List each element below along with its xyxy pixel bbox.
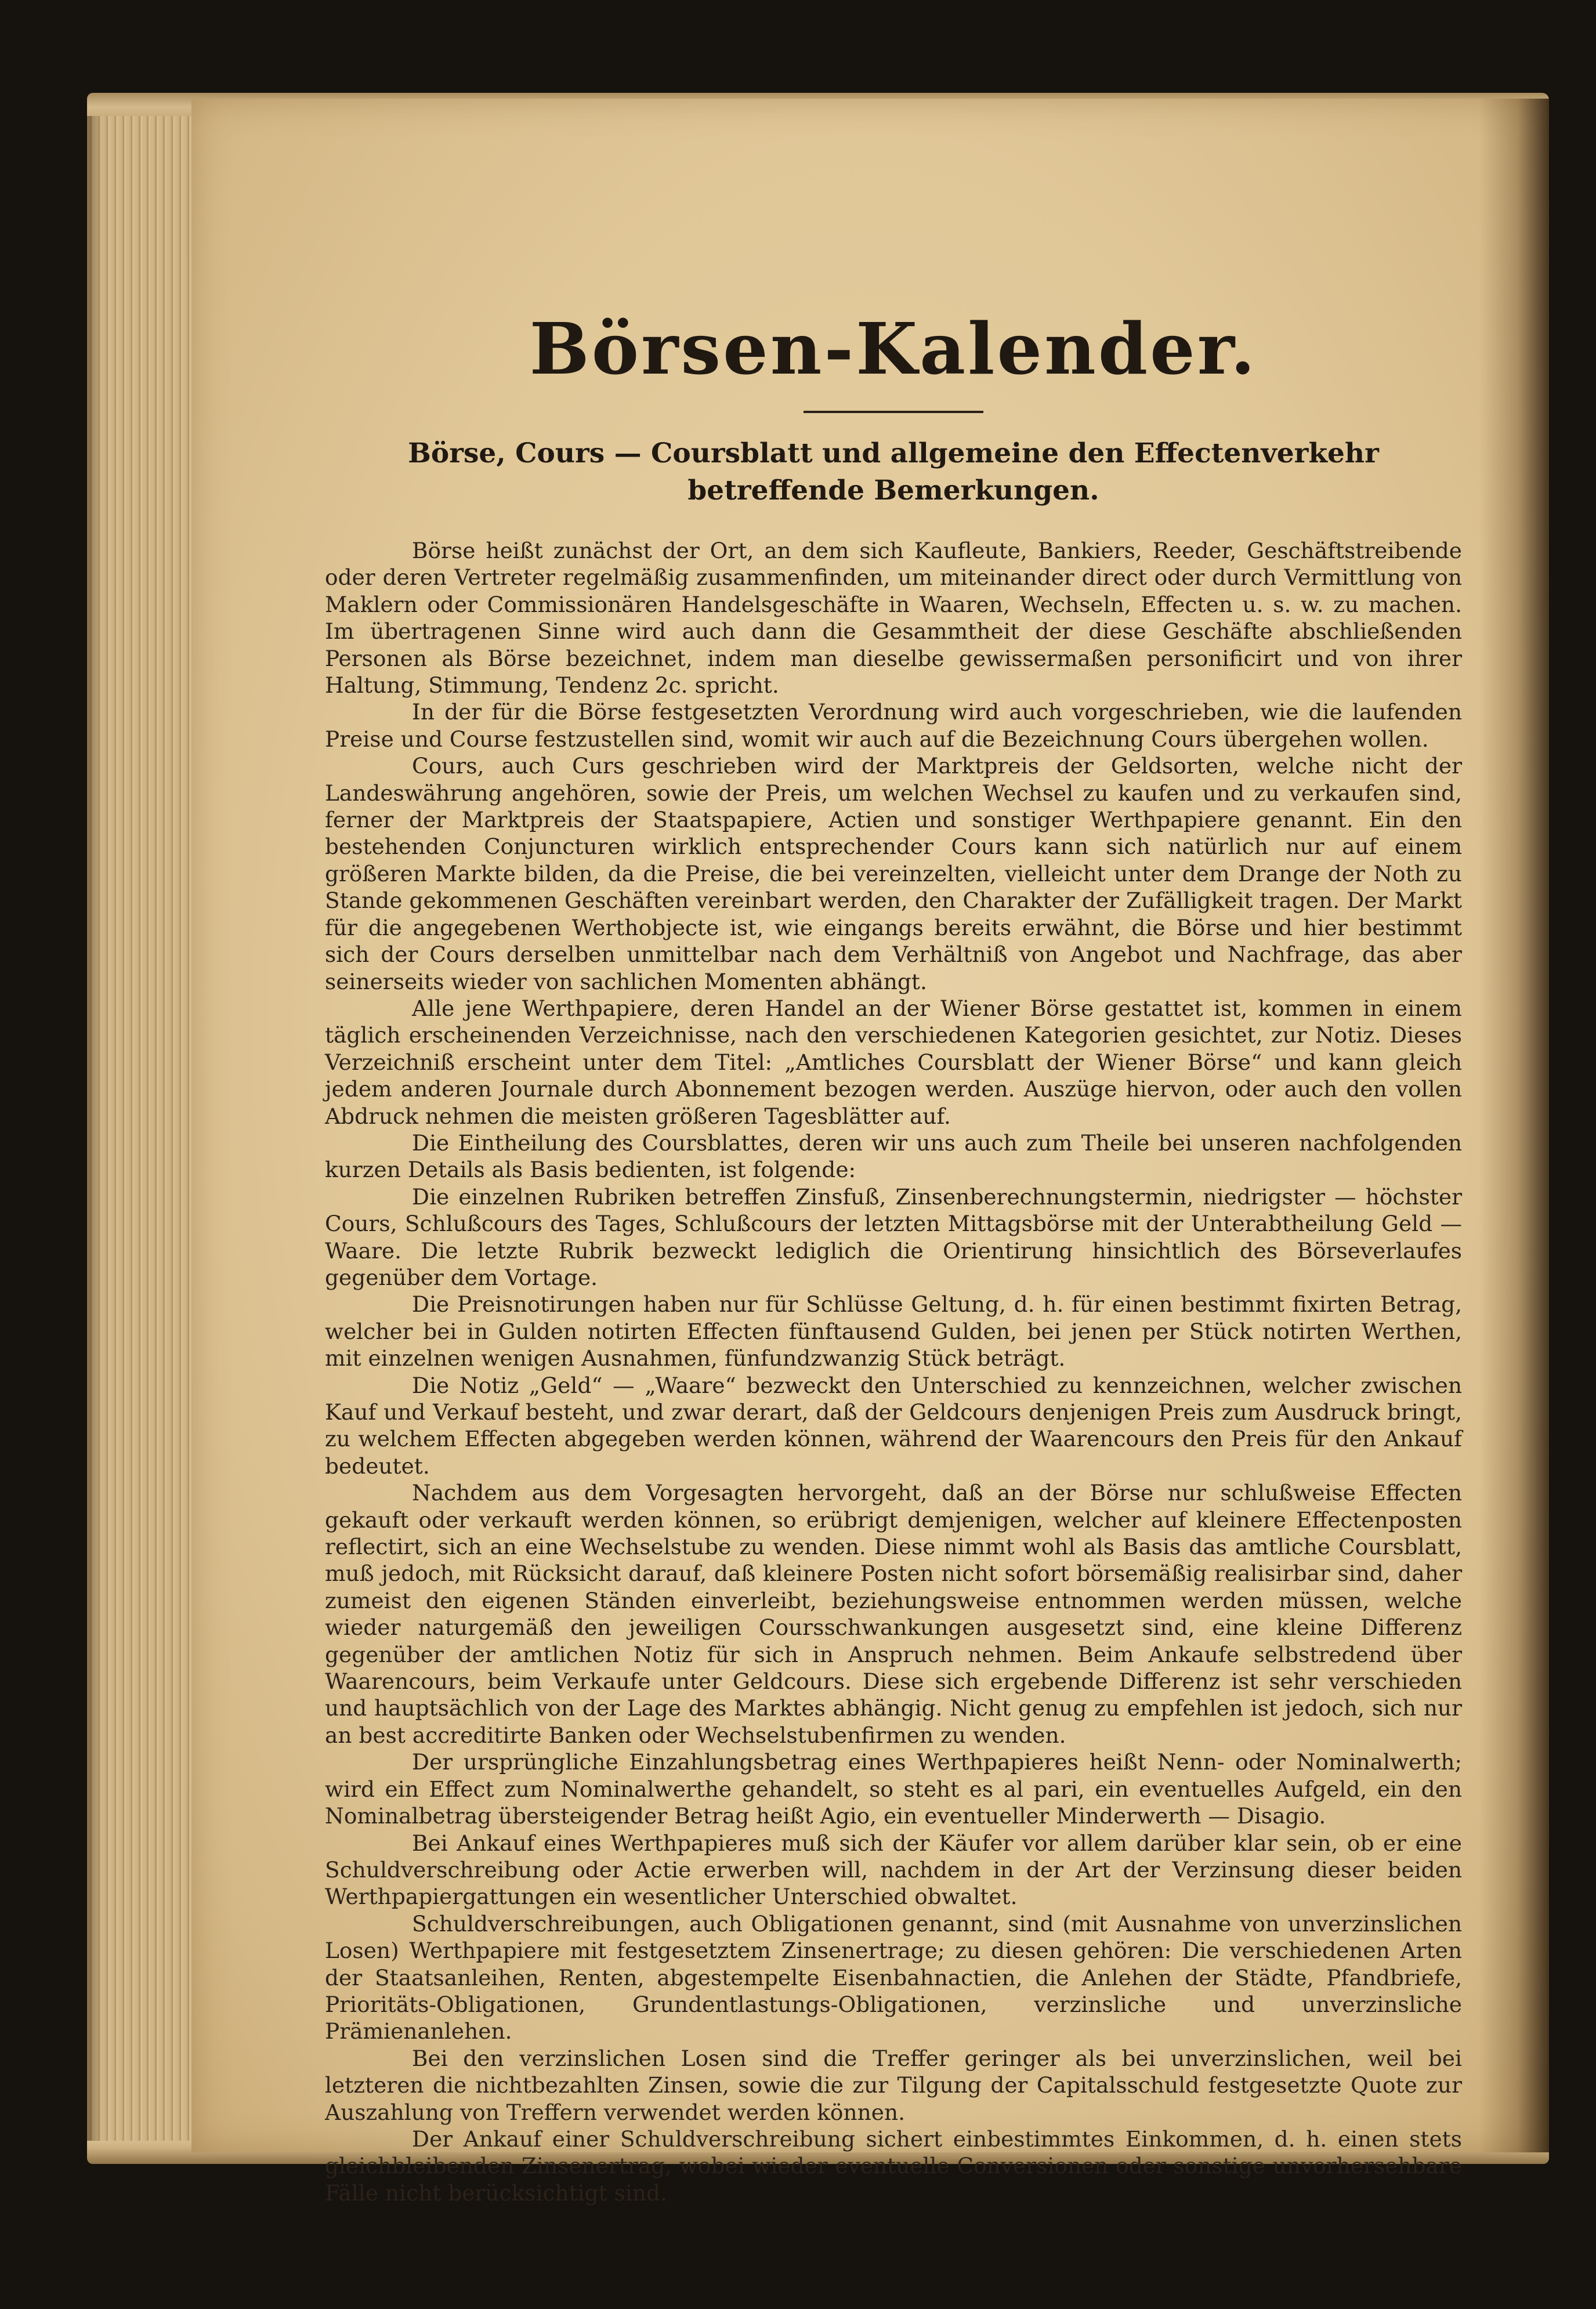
paragraph: Bei Ankauf eines Werthpapieres muß sich der Käufer vor allem darüber klar sein, ob er eine Schuldverschreibung oder Actie erwerben will, nachdem in der Art der Verzinsung dieser beiden Werthpapiergattungen ein wesentlicher Unterschied obwaltet. <box>325 1830 1462 1910</box>
paragraph: Bei den verzinslichen Losen sind die Treffer geringer als bei unverzinslichen, weil bei letzteren die nichtbezahlten Zinsen, sowie die zur Tilgung der Capitalsschuld festgesetzte Quote zur Auszahlung von Treffern verwendet werden können. <box>325 2045 1462 2125</box>
paragraph: Cours, auch Curs geschrieben wird der Marktpreis der Geldsorten, welche nicht der Landeswährung angehören, sowie der Preis, um welchen Wechsel zu kaufen und zu verkaufen sind, ferner der Marktpreis der Staatspapiere, Actien und sonstiger Werthpapiere genannt. Ein den bestehenden Conjuncturen wirklich entsprechender Cours kann sich natürlich nur auf einem größeren Markte bilden, da die Preise, die bei vereinzelten, vielleicht unter dem Drange der Noth zu Stande gekommenen Geschäften vereinbart werden, den Charakter der Zufälligkeit tragen. Der Markt für die angegebenen Werthobjecte ist, wie eingangs bereits erwähnt, die Börse und hier bestimmt sich der Cours derselben unmittelbar nach dem Verhältniß von Angebot und Nachfrage, das aber seinerseits wieder von sachlichen Momenten abhängt. <box>325 753 1462 994</box>
paragraph: Alle jene Werthpapiere, deren Handel an der Wiener Börse gestattet ist, kommen in einem täglich erscheinenden Verzeichnisse, nach den verschiedenen Kategorien gesichtet, zur Notiz. Dieses Verzeichniß erscheint unter dem Titel: „Amtliches Coursblatt der Wiener Börse“ und kann gleich jedem anderen Journale durch Abonnement bezogen werden. Auszüge hiervon, oder auch den vollen Abdruck nehmen die meisten größeren Tagesblätter auf. <box>325 995 1462 1129</box>
section-heading: Börse, Cours — Coursblatt und allgemeine den Effectenverkehr betreffende Bemerkungen. <box>408 437 1379 506</box>
paragraph: Börse heißt zunächst der Ort, an dem sich Kaufleute, Bankiers, Reeder, Geschäftstreibende oder deren Vertreter regelmäßig zusammenfinden, um miteinander direct oder durch Vermittlung von Maklern oder Commissionären Handelsgeschäfte in Waaren, Wechseln, Effecten u. s. w. zu machen. Im übertragenen Sinne wird auch dann die Gesammtheit der diese Geschäfte abschließenden Personen als Börse bezeichnet, indem man dieselbe gewissermaßen personificirt und von ihrer Haltung, Stimmung, Tendenz 2c. spricht. <box>325 538 1462 699</box>
paragraph: Der ursprüngliche Einzahlungsbetrag eines Werthpapieres heißt Nenn- oder Nominalwerth; wird ein Effect zum Nominalwerthe gehandelt, so steht es al pari, ein eventuelles Aufgeld, ein den Nominalbetrag übersteigender Betrag heißt Agio, ein eventueller Minderwerth — Disagio. <box>325 1749 1462 1829</box>
body-text <box>325 537 1462 2206</box>
paragraph: Die einzelnen Rubriken betreffen Zinsfuß, Zinsenberechnungstermin, niedrigster — höchster Cours, Schlußcours des Tages, Schlußcours der letzten Mittagsbörse mit der Unterabtheilung Geld — Waare. Die letzte Rubrik bezweckt lediglich die Orientirung hinsichtlich des Börseverlaufes gegenüber dem Vortage. <box>325 1184 1462 1290</box>
page-title: Börsen-Kalender. <box>529 307 1258 390</box>
paragraph: Schuldverschreibungen, auch Obligationen genannt, sind (mit Ausnahme von unverzinslichen Losen) Werthpapiere mit festgesetztem Zinsenertrage; zu diesen gehören: Die verschiedenen Arten der Staatsanleihen, Renten, abgestempelte Eisenbahnactien, die Anlehen der Städte, Pfandbriefe, Prioritäts-Obligationen, Grundentlastungs-Obligationen, verzinsliche und unverzinsliche Prämienanlehen. <box>325 1910 1462 2044</box>
paragraph: Nachdem aus dem Vorgesagten hervorgeht, daß an der Börse nur schlußweise Effecten gekauft oder verkauft werden können, so erübrigt demjenigen, welcher auf kleinere Effectenposten reflectirt, sich an eine Wechselstube zu wenden. Diese nimmt wohl als Basis das amtliche Coursblatt, muß jedoch, mit Rücksicht darauf, daß kleinere Posten nicht sofort börsemäßig realisirbar sind, daher zumeist den eigenen Ständen einverleibt, beziehungsweise entnommen werden müssen, welche wieder naturgemäß den jeweiligen Coursschwankungen ausgesetzt sind, eine kleine Differenz gegenüber der amtlichen Notiz für sich in Anspruch nehmen. Beim Ankaufe selbstredend über Waarencours, beim Verkaufe unter Geldcours. Diese sich ergebende Differenz ist sehr verschieden und hauptsächlich von der Lage des Marktes abhängig. Nicht genug zu empfehlen ist jedoch, sich nur an best accreditirte Banken oder Wechselstubenfirmen zu wenden. <box>325 1480 1462 1748</box>
title-divider <box>804 411 983 413</box>
paragraph: Die Eintheilung des Coursblattes, deren wir uns auch zum Theile bei unseren nachfolgenden kurzen Details als Basis bedienten, ist folgende: <box>325 1130 1462 1183</box>
paragraph: In der für die Börse festgesetzten Verordnung wird auch vorgeschrieben, wie die laufenden Preise und Course festzustellen sind, womit wir auch auf die Bezeichnung Cours übergehen wollen. <box>325 699 1462 752</box>
page-content <box>325 209 1462 2206</box>
page-gutter-shadow <box>1479 99 1549 2152</box>
paragraph: Die Notiz „Geld“ — „Waare“ bezweckt den Unterschied zu kennzeichnen, welcher zwischen Kauf und Verkauf besteht, und zwar derart, daß der Geldcours denjenigen Preis zum Ausdruck bringt, zu welchem Effecten abgegeben werden können, während der Waarencours den Preis für den Ankauf bedeutet. <box>325 1372 1462 1479</box>
paragraph: Der Ankauf einer Schuldverschreibung sichert einbestimmtes Einkommen, d. h. einen stets gleichbleibenden Zinsenertrag, wobei wieder eventuelle Conversionen oder sonstige unvorhersehbare Fälle nicht berücksichtigt sind. <box>325 2126 1462 2206</box>
paragraph: Die Preisnotirungen haben nur für Schlüsse Geltung, d. h. für einen bestimmt fixirten Betrag, welcher bei in Gulden notirten Effecten fünftausend Gulden, bei jenen per Stück notirten Werthen, mit einzelnen wenigen Ausnahmen, fünfundzwanzig Stück beträgt. <box>325 1291 1462 1371</box>
book-page <box>191 99 1549 2206</box>
